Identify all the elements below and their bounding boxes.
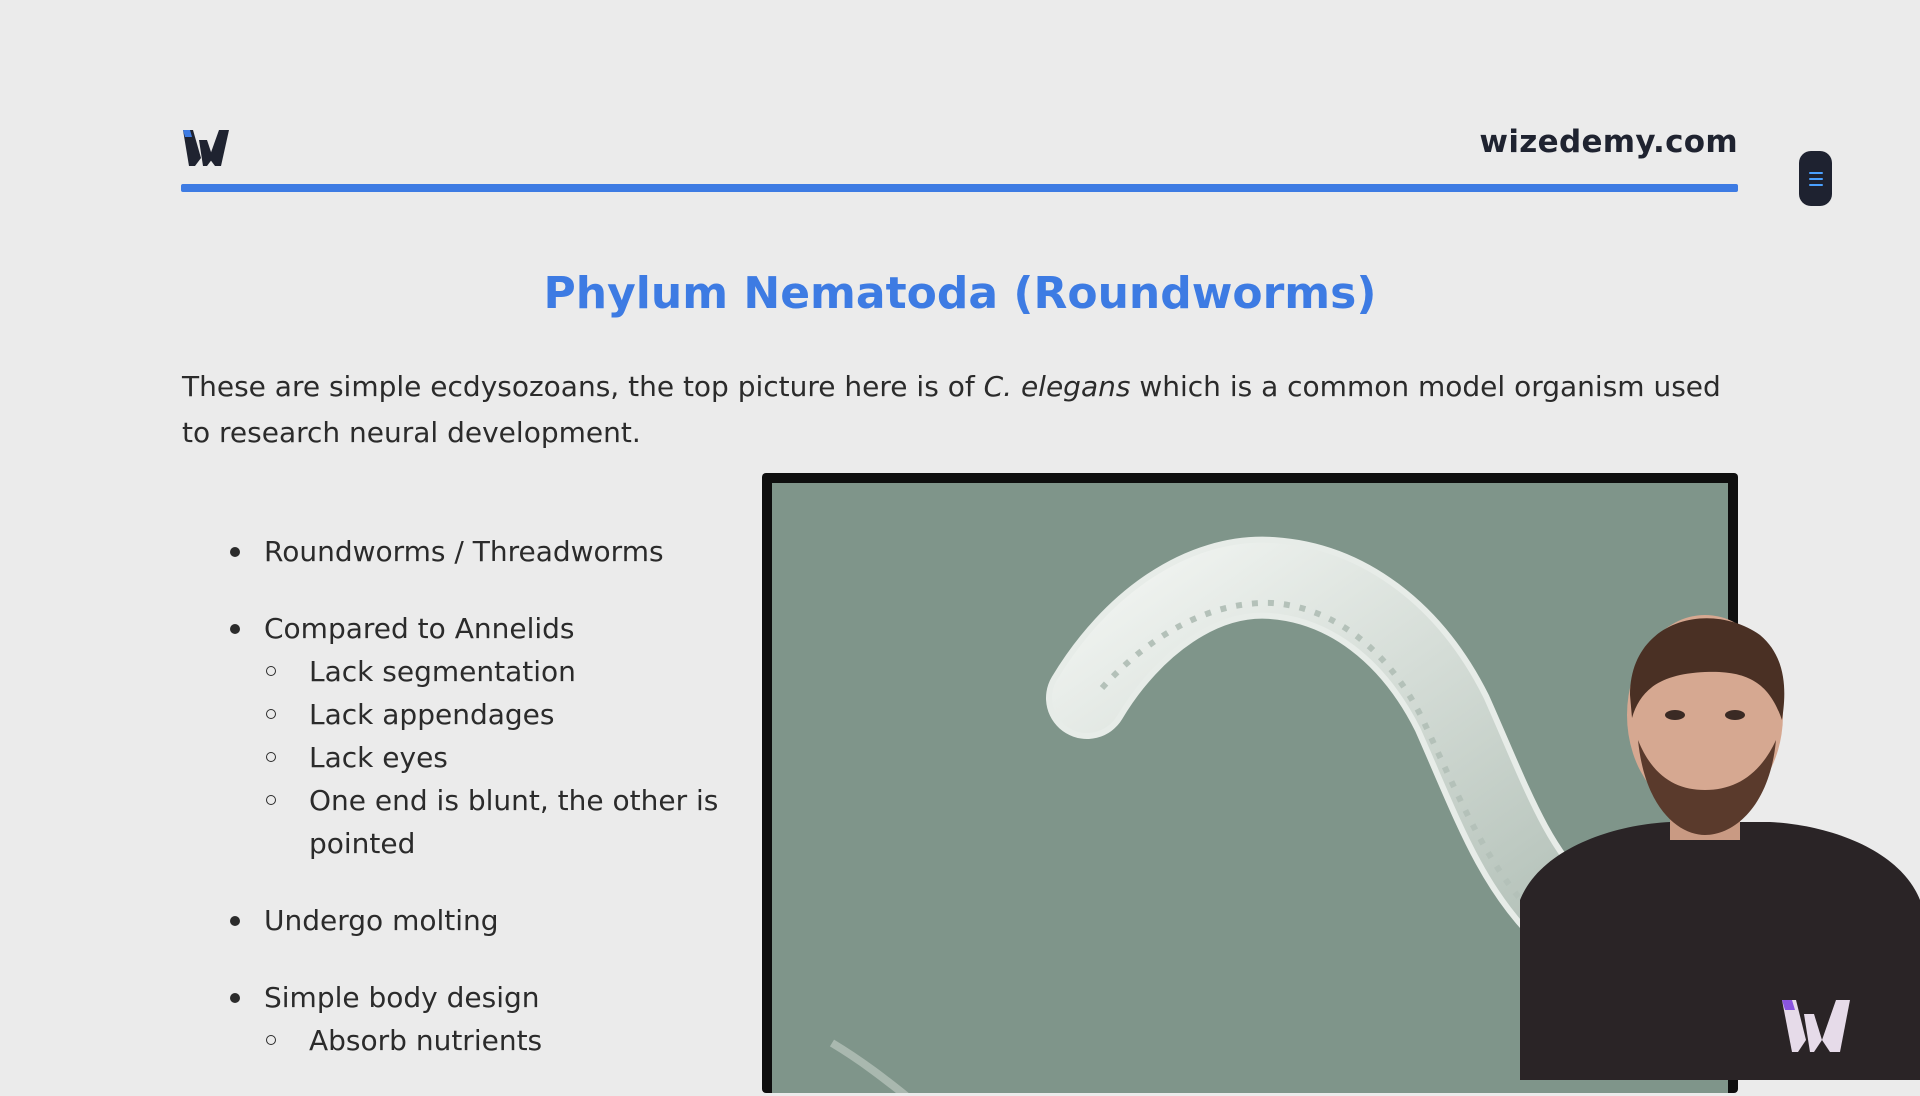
wizedemy-logo-icon: [181, 128, 237, 168]
intro-text: These are simple ecdysozoans, the top picture here is of: [182, 370, 984, 403]
sub-bullet-item: One end is blunt, the other is pointed: [264, 779, 750, 865]
menu-icon: [1809, 172, 1823, 174]
sub-bullet-item: Lack segmentation: [264, 650, 750, 693]
slide-title: Phylum Nematoda (Roundworms): [543, 268, 1377, 319]
sub-bullet-list: [264, 1019, 750, 1062]
sub-bullet-list: [264, 650, 750, 865]
site-url[interactable]: wizedemy.com: [1479, 124, 1738, 160]
bullet-list: [230, 530, 750, 1096]
sub-bullet-item: Absorb nutrients: [264, 1019, 750, 1062]
bullet-item: Compared to Annelids Lack segmentation Lack appendages Lack eyes One end is blunt, the other is pointed: [230, 607, 750, 865]
species-name: C. elegans: [983, 370, 1131, 403]
bullet-item: Simple body design Absorb nutrients: [230, 976, 750, 1062]
sub-bullet-item: Lack appendages: [264, 693, 750, 736]
sub-bullet-item: Lack eyes: [264, 736, 750, 779]
header-divider: [181, 184, 1738, 192]
presenter-video: [1520, 600, 1920, 1080]
bullet-item: Undergo molting: [230, 899, 750, 942]
intro-text-end: which is a common model organism used to research neural development.: [182, 370, 1721, 449]
bullet-item: Roundworms / Threadworms: [230, 530, 750, 573]
menu-button[interactable]: [1799, 151, 1832, 206]
intro-paragraph: [182, 364, 1752, 456]
